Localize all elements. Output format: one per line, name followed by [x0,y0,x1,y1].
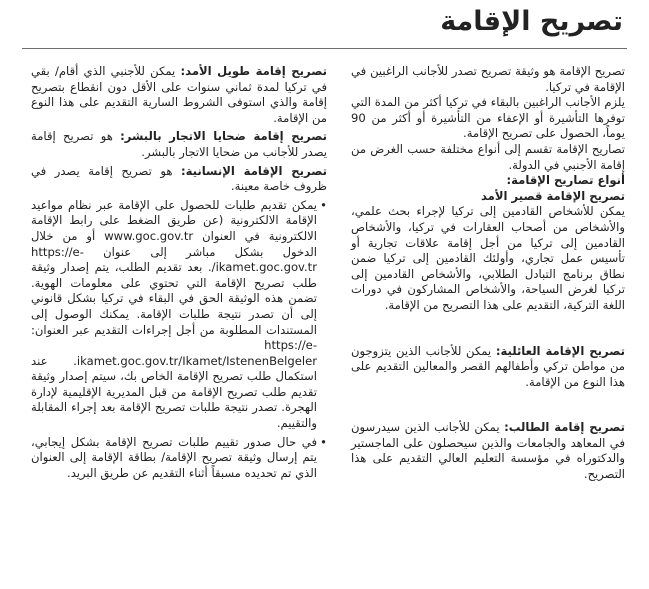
humanitarian-text: هو تصريح إقامة يصدر في ظروف خاصة معينة. [31,163,327,194]
student-permit-label: تصريح إقامة الطالب: [504,420,625,435]
family-permit-paragraph [351,344,625,391]
right-column [351,64,625,483]
trafficking-text: هو تصريح إقامة يصدر للأجانب من ضحايا الاتجار بالبشر. [31,129,327,159]
long-term-text: يمكن للأجنبي الذي أقام/ بقي في تركيا لمدة ثماني سنوات على الأقل دون انقطاع بتصريح إقامة والذي استوفى الشروط السارية التقديم على هذا النوع من الإقامة. [31,64,327,125]
short-term-text: يمكن للأشخاص القادمين إلى تركيا لإجراء بحث علمي، والأشخاص من أصحاب العقارات في تركيا، والأشخاص القادمين إلى تركيا من أجل إقامة علاقات تجارية أو تأسيس عمل تجاري، وأولئك القادمين إلى تركيا ضمن نطاق برنامج التبادل الطلابي، والأشخاص القادمين إلى تركيا لغرض السياحة، والأشخاص المشاركون في دورات اللغة التركية، التقديم على هذا التصريح من الإقامة. [351,204,625,312]
student-permit-text: يمكن للأجانب الذين سيدرسون في المعاهد والجامعات والذين سيحصلون على الماجستير والدكتوراه في مؤسسة التعليم العالي التقديم على هذا التصريح. [351,420,625,482]
humanitarian-label: تصريح الإقامة الإنسانية: [180,163,328,178]
intro-paragraph-1: تصريح الإقامة هو وثيقة تصريح تصدر للأجانب الراغبين في الإقامة في تركيا. [351,64,625,94]
page-title: تصريح الإقامة [440,6,623,37]
trafficking-paragraph [31,129,327,160]
application-steps-list [31,198,327,482]
trafficking-label: تصريح إقامة ضحايا الاتجار بالبشر: [120,129,327,144]
title-divider [22,48,627,49]
long-term-paragraph [31,64,327,126]
intro-paragraph-2: يلزم الأجانب الراغبين بالبقاء في تركيا أكثر من المدة التي توفرها التأشيرة أو الإعفاء من التأشيرة أو أكثر من 90 يوماً، الحصول على تصريح الإقامة. [351,95,625,141]
short-term-heading: تصريح الإقامة قصير الأمد [480,188,625,203]
family-permit-label: تصريح الإقامة العائلية: [495,343,625,358]
humanitarian-paragraph [31,164,327,195]
types-heading: أنواع تصاريح الإقامة: [506,173,625,188]
long-term-label: تصريح إقامة طويل الأمد: [180,64,327,78]
family-permit-text: يمكن للأجانب الذين يتزوجون من مواطن تركي وأطفالهم القصر والمعالين التقديم على هذا النوع من الإقامة. [351,343,625,389]
list-item: • يمكن تقديم طلبات للحصول على الإقامة عبر نظام مواعيد الإقامة الالكترونية (عن طريق الضغط على رابط الإقامة الالكترونية في العنوان www.goc.gov.tr أو من خلال الدخول بشكل مباشر إلى عنوان https://e-ikamet.goc.gov.tr/. بعد تقديم الطلب، يتم إصدار وثيقة طلب تصريح الإقامة التي تحتوي على معلومات الهوية. تضمن هذه الوثيقة الحق في البقاء في تركيا بشكل قانوني إلى أن تصدر نتيجة طلبات الإقامة. يمكنك الوصول إلى المستندات المطلوبة من أجل إجراءات التقديم عبر العنوان: https://e-ikamet.goc.gov.tr/Ikamet/IstenenBelgeler. عند استكمال طلب تصريح الإقامة الخاص بك، سيتم إصدار وثيقة تقديم طلب تصريح الإقامة من قبل المديرية الإقليمية لإدارة الهجرة. تصدر نتيجة طلبات تصريح الإقامة بعد إجراء المقابلة والتقييم. [31,198,327,432]
intro-paragraph-3: تصاريح الإقامة تقسم إلى أنواع مختلفة حسب الغرض من إقامة الأجنبي في الدولة. [351,141,625,172]
left-column [31,64,327,484]
list-item: • في حال صدور تقييم طلبات تصريح الإقامة بشكل إيجابي، يتم إرسال وثيقة تصريح الإقامة/ بطاقة الإقامة إلى العنوان الذي تم تحديده مسبقاً أثناء التقديم عن طريق البريد. [31,435,327,482]
student-permit-paragraph [351,420,625,482]
